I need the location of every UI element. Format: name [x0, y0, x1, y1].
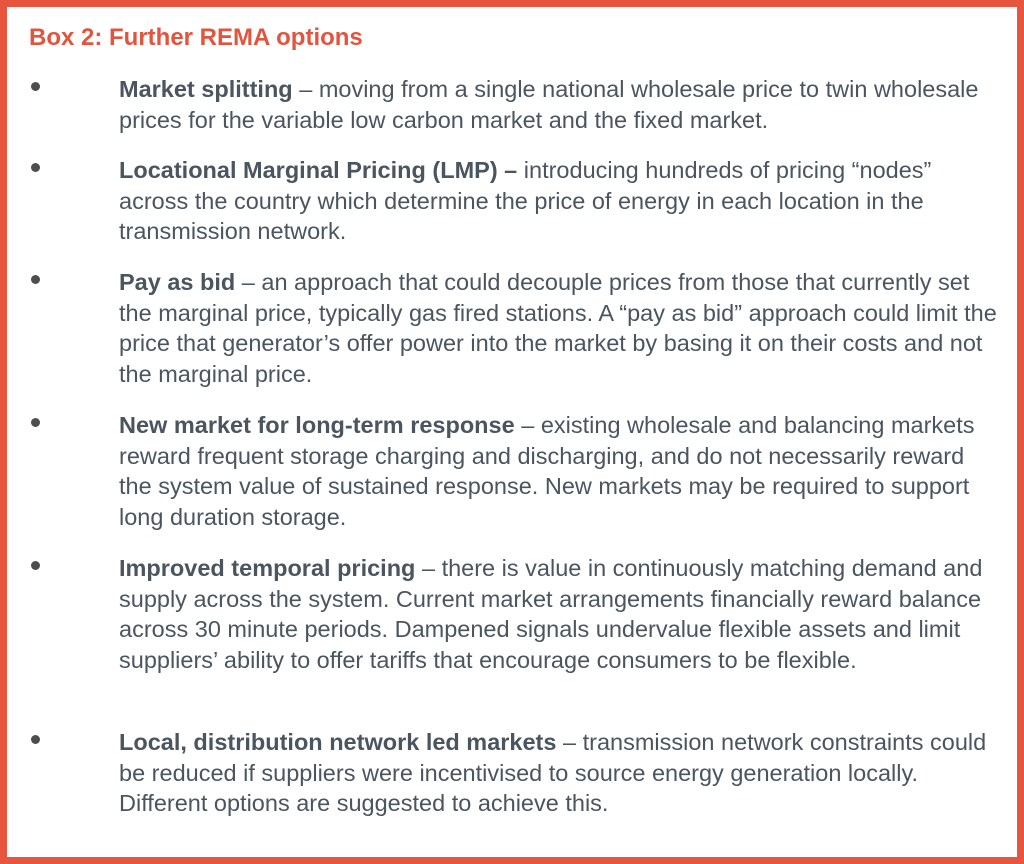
bullet-icon [31, 735, 40, 744]
box-title: Box 2: Further REMA options [29, 24, 363, 51]
item-separator: – [415, 555, 442, 581]
item-description: existing wholesale and balancing markets reward frequent storage charging and discharging, and do not necessarily reward the system value of sustained response. New markets may be required to support long duration storage. [119, 412, 975, 530]
bullet-icon [31, 163, 40, 172]
item-text [119, 553, 999, 675]
bullet-icon [31, 275, 40, 284]
item-description: moving from a single national wholesale price to twin wholesale prices for the variable low carbon market and the fixed market. [119, 76, 979, 133]
item-term: Local, distribution network led markets [119, 729, 557, 755]
item-description: there is value in continuously matching demand and supply across the system. Current market arrangements financially reward balance across 30 minute periods. Dampened signals undervalue flexible assets and limit suppliers’ ability to offer tariffs that encourage consumers to be flexible. [119, 555, 983, 673]
bullet-icon [31, 561, 40, 570]
item-separator: – [292, 76, 319, 102]
item-text [119, 727, 999, 819]
bullet-icon [31, 418, 40, 427]
item-text [119, 155, 999, 247]
item-separator: – [235, 269, 262, 295]
item-separator: – [514, 412, 541, 438]
item-term: New market for long-term response [119, 412, 515, 438]
item-term: Improved temporal pricing [119, 555, 416, 581]
item-description: introducing hundreds of pricing “nodes” across the country which determine the price of energy in each location in the transmission network. [119, 157, 932, 244]
bullet-icon [31, 82, 40, 91]
item-text [119, 267, 999, 389]
item-term: Market splitting [119, 76, 293, 102]
item-term: Pay as bid [119, 269, 236, 295]
item-separator: – [556, 729, 583, 755]
item-term: Locational Marginal Pricing (LMP) – [119, 157, 518, 183]
item-text [119, 74, 999, 135]
item-text [119, 410, 999, 532]
item-description: transmission network constraints could be reduced if suppliers were incentivised to source energy generation locally. Different options are suggested to achieve this. [119, 729, 987, 816]
item-description: an approach that could decouple prices from those that currently set the marginal price, typically gas fired stations. A “pay as bid” approach could limit the price that generator’s offer power into the market by basing it on their costs and not the marginal price. [119, 269, 997, 387]
